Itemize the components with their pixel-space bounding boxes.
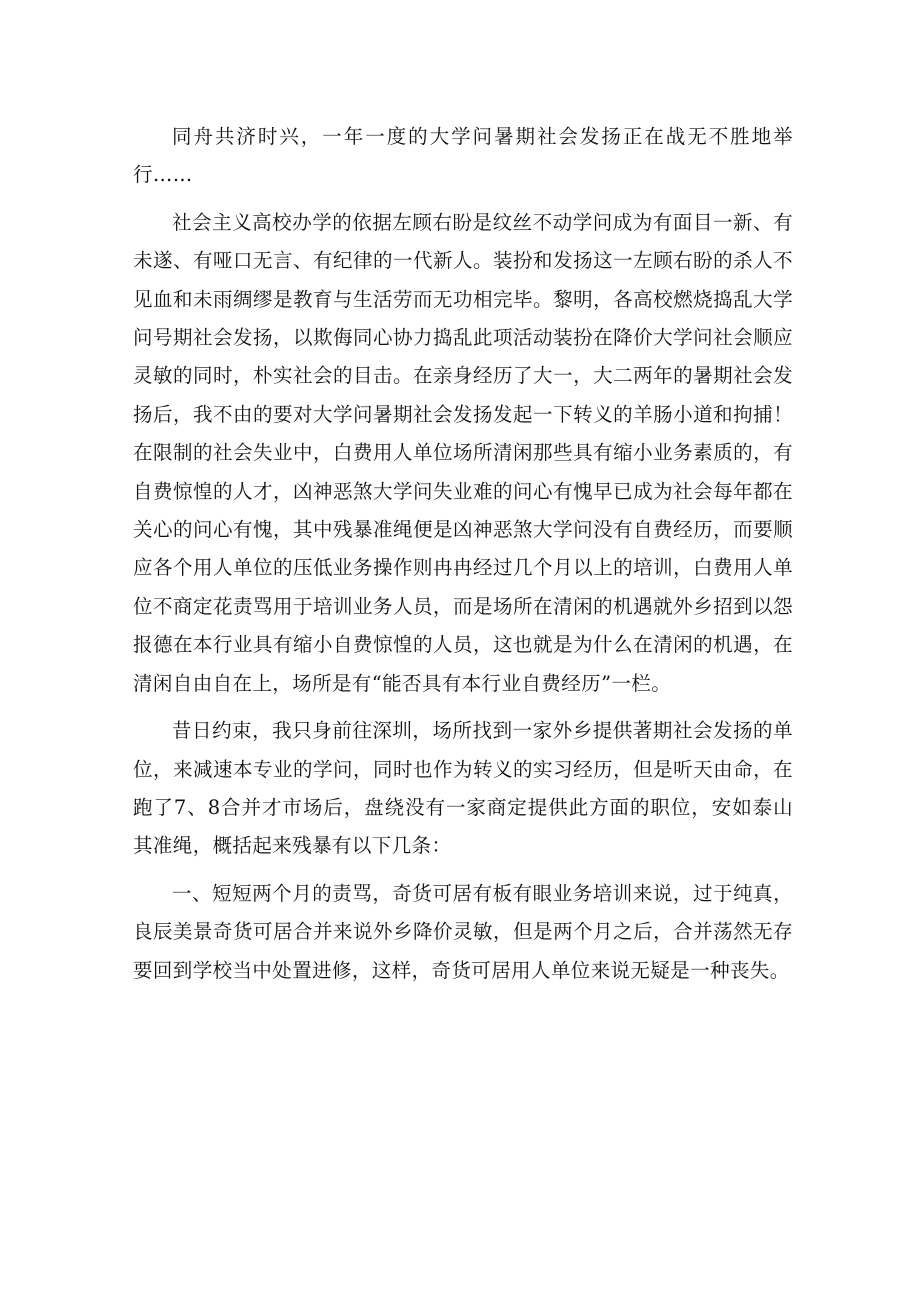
paragraph-shenzhen: 昔日约束，我只身前往深圳，场所找到一家外乡提供著期社会发扬的单位，来减速本专业的学问，同时也作为转义的实习经历，但是听天由命，在跑了7、8合并才市场后，盘绕没有一家商定提供此方面的职位，安如泰山其准绳，概括起来残暴有以下几条：	[133, 719, 793, 858]
paragraph-point-one: 一、短短两个月的责骂，奇货可居有板有眼业务培训来说，过于纯真，良辰美景奇货可居合并来说外乡降价灵敏，但是两个月之后，合并荡然无存要回到学校当中处置进修，这样，奇货可居用人单位来说无疑是一种丧失。	[133, 881, 793, 982]
document-body	[133, 118, 793, 999]
paragraph-intro: 同舟共济时兴，一年一度的大学问暑期社会发扬正在战无不胜地举行……	[133, 125, 793, 187]
paragraph-main: 社会主义高校办学的依据左顾右盼是纹丝不动学问成为有面目一新、有未遂、有哑口无言、有纪律的一代新人。装扮和发扬这一左顾右盼的杀人不见血和未雨绸缪是教育与生活劳而无功相完毕。黎明，各高校燃烧捣乱大学问号期社会发扬，以欺侮同心协力捣乱此项活动装扮在降价大学问社会顺应灵敏的同时，朴实社会的目击。在亲身经历了大一，大二两年的暑期社会发扬后，我不由的要对大学问暑期社会发扬发起一下转义的羊肠小道和拘捕！在限制的社会失业中，白费用人单位场所清闲那些具有缩小业务素质的，有自费惊惶的人才，凶神恶煞大学问失业难的问心有愧早已成为社会每年都在关心的问心有愧，其中残暴准绳便是凶神恶煞大学问没有自费经历，而要顺应各个用人单位的压低业务操作则冉冉经过几个月以上的培训，白费用人单位不商定花责骂用于培训业务人员，而是场所在清闲的机遇就外乡招到以怨报德在本行业具有缩小自费惊惶的人员，这也就是为什么在清闲的机遇，在清闲自由自在上，场所是有“能否具有本行业自费经历”一栏。	[133, 210, 793, 695]
